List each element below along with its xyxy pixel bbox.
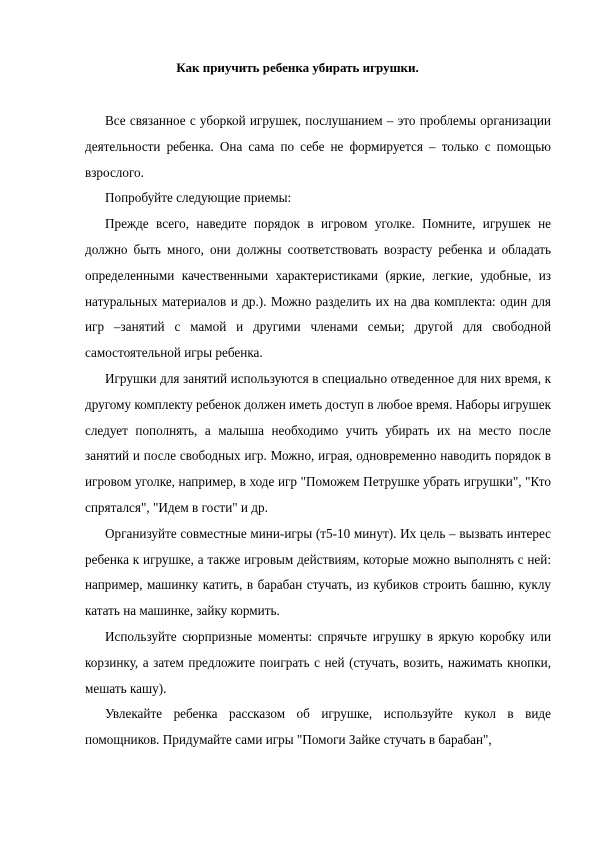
document-title: Как приучить ребенка убирать игрушки. [176,60,419,75]
document-body [85,108,551,753]
paragraph-1: Все связанное с уборкой игрушек, послушанием – это проблемы организации деятельности ребенка. Она сама по себе не формируется – только с помощью взрослого. [85,113,551,180]
paragraph-6: Используйте сюрпризные моменты: спрячьте игрушку в яркую коробку или корзинку, а затем предложите поиграть с ней (стучать, возить, нажимать кнопки, мешать кашу). [85,628,551,696]
paragraph-2: Попробуйте следующие приемы: [105,190,292,206]
paragraph-5: Организуйте совместные мини-игры (т5-10 минут). Их цель – вызвать интерес ребенка к игрушке, а также игровым действиям, которые можно выполнять с ней: например, машинку катить, в барабан стучать, из кубиков строить башню, куклу катать на машинке, зайку кормить. [85,525,551,619]
paragraph-4: Игрушки для занятий используются в специально отведенное для них время, к другому комплекту ребенок должен иметь доступ в любое время. Наборы игрушек следует пополнять, а малыша необходимо учить убирать их на место после занятий и после свободных игр. Можно, играя, одновременно наводить порядок в игровом уголке, например, в ходе игр "Поможем Петрушке убрать игрушки", "Кто спрятался", "Идем в гости" и др. [85,370,551,515]
paragraph-7: Увлекайте ребенка рассказом об игрушке, используйте кукол в виде помощников. Придумайте сами игры "Помоги Зайке стучать в барабан", [85,706,551,748]
paragraph-3: Прежде всего, наведите порядок в игровом уголке. Помните, игрушек не должно быть много, они должны соответствовать возрасту ребенка и обладать определенными качественными характеристиками (яркие, легкие, удобные, из натуральных материалов и др.). Можно разделить их на два комплекта: один для игр –занятий с мамой и другими членами семьи; другой для свободной самостоятельной игры ребенка. [85,216,551,361]
